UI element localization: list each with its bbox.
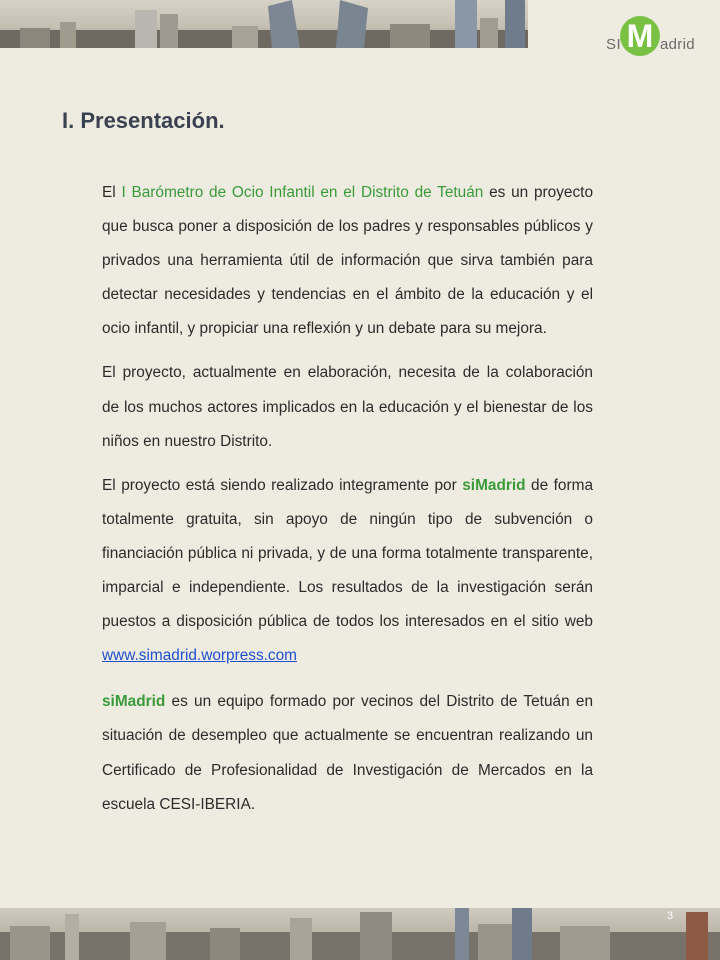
- barometer-name: I Barómetro de Ocio Infantil en el Distrito de Tetuán: [121, 184, 484, 201]
- p1-pre: El: [102, 184, 122, 201]
- paragraph-4: [102, 685, 593, 821]
- p3-pre: El proyecto está siendo realizado integramente por: [102, 476, 463, 494]
- p4-post: es un equipo formado por vecinos del Distrito de Tetuán en situación de desempleo que actualmente se encuentran realizando un Certificado de Profesionalidad de Investigación de Mercados en la escuela CESI-IBERIA.: [102, 693, 593, 813]
- brand-name: siMadrid: [462, 476, 526, 494]
- page-number: 3: [666, 910, 674, 922]
- p3-post: de forma totalmente gratuita, sin apoyo de ningún tipo de subvención o financiación pública ni privada, y de una forma totalmente transparente, imparcial e independiente. Los resultados de la investigación serán puestos a disposición pública de todos los interesados en el sitio web: [102, 476, 594, 631]
- logo-m-badge: M: [620, 16, 660, 56]
- skyline-graphic: [0, 0, 528, 48]
- brand-name: siMadrid: [102, 693, 166, 711]
- website-link[interactable]: www.simadrid.worpress.com: [102, 647, 297, 665]
- section-title: I. Presentación.: [62, 108, 225, 133]
- logo-si-text: SI: [606, 36, 622, 53]
- header-skyline-photo: [0, 0, 528, 48]
- footer-skyline-graphic: [0, 908, 720, 960]
- logo-adrid-text: adrid: [660, 36, 695, 53]
- paragraph-1: [102, 176, 593, 346]
- presentation-body: [102, 176, 593, 832]
- p1-post: es un proyecto que busca poner a disposición de los padres y responsables públicos y privados una herramienta útil de información que sirva también para detectar necesidades y tendencias en el ámbito de la educación y el ocio infantil, y propiciar una reflexión y un debate para su mejora.: [102, 184, 593, 338]
- paragraph-2: El proyecto, actualmente en elaboración, necesita de la colaboración de los muchos actores implicados en la educación y el bienestar de los niños en nuestro Distrito.: [102, 364, 593, 450]
- simadrid-logo: [606, 16, 706, 60]
- footer-skyline-photo: [0, 908, 720, 960]
- paragraph-3: [102, 469, 593, 674]
